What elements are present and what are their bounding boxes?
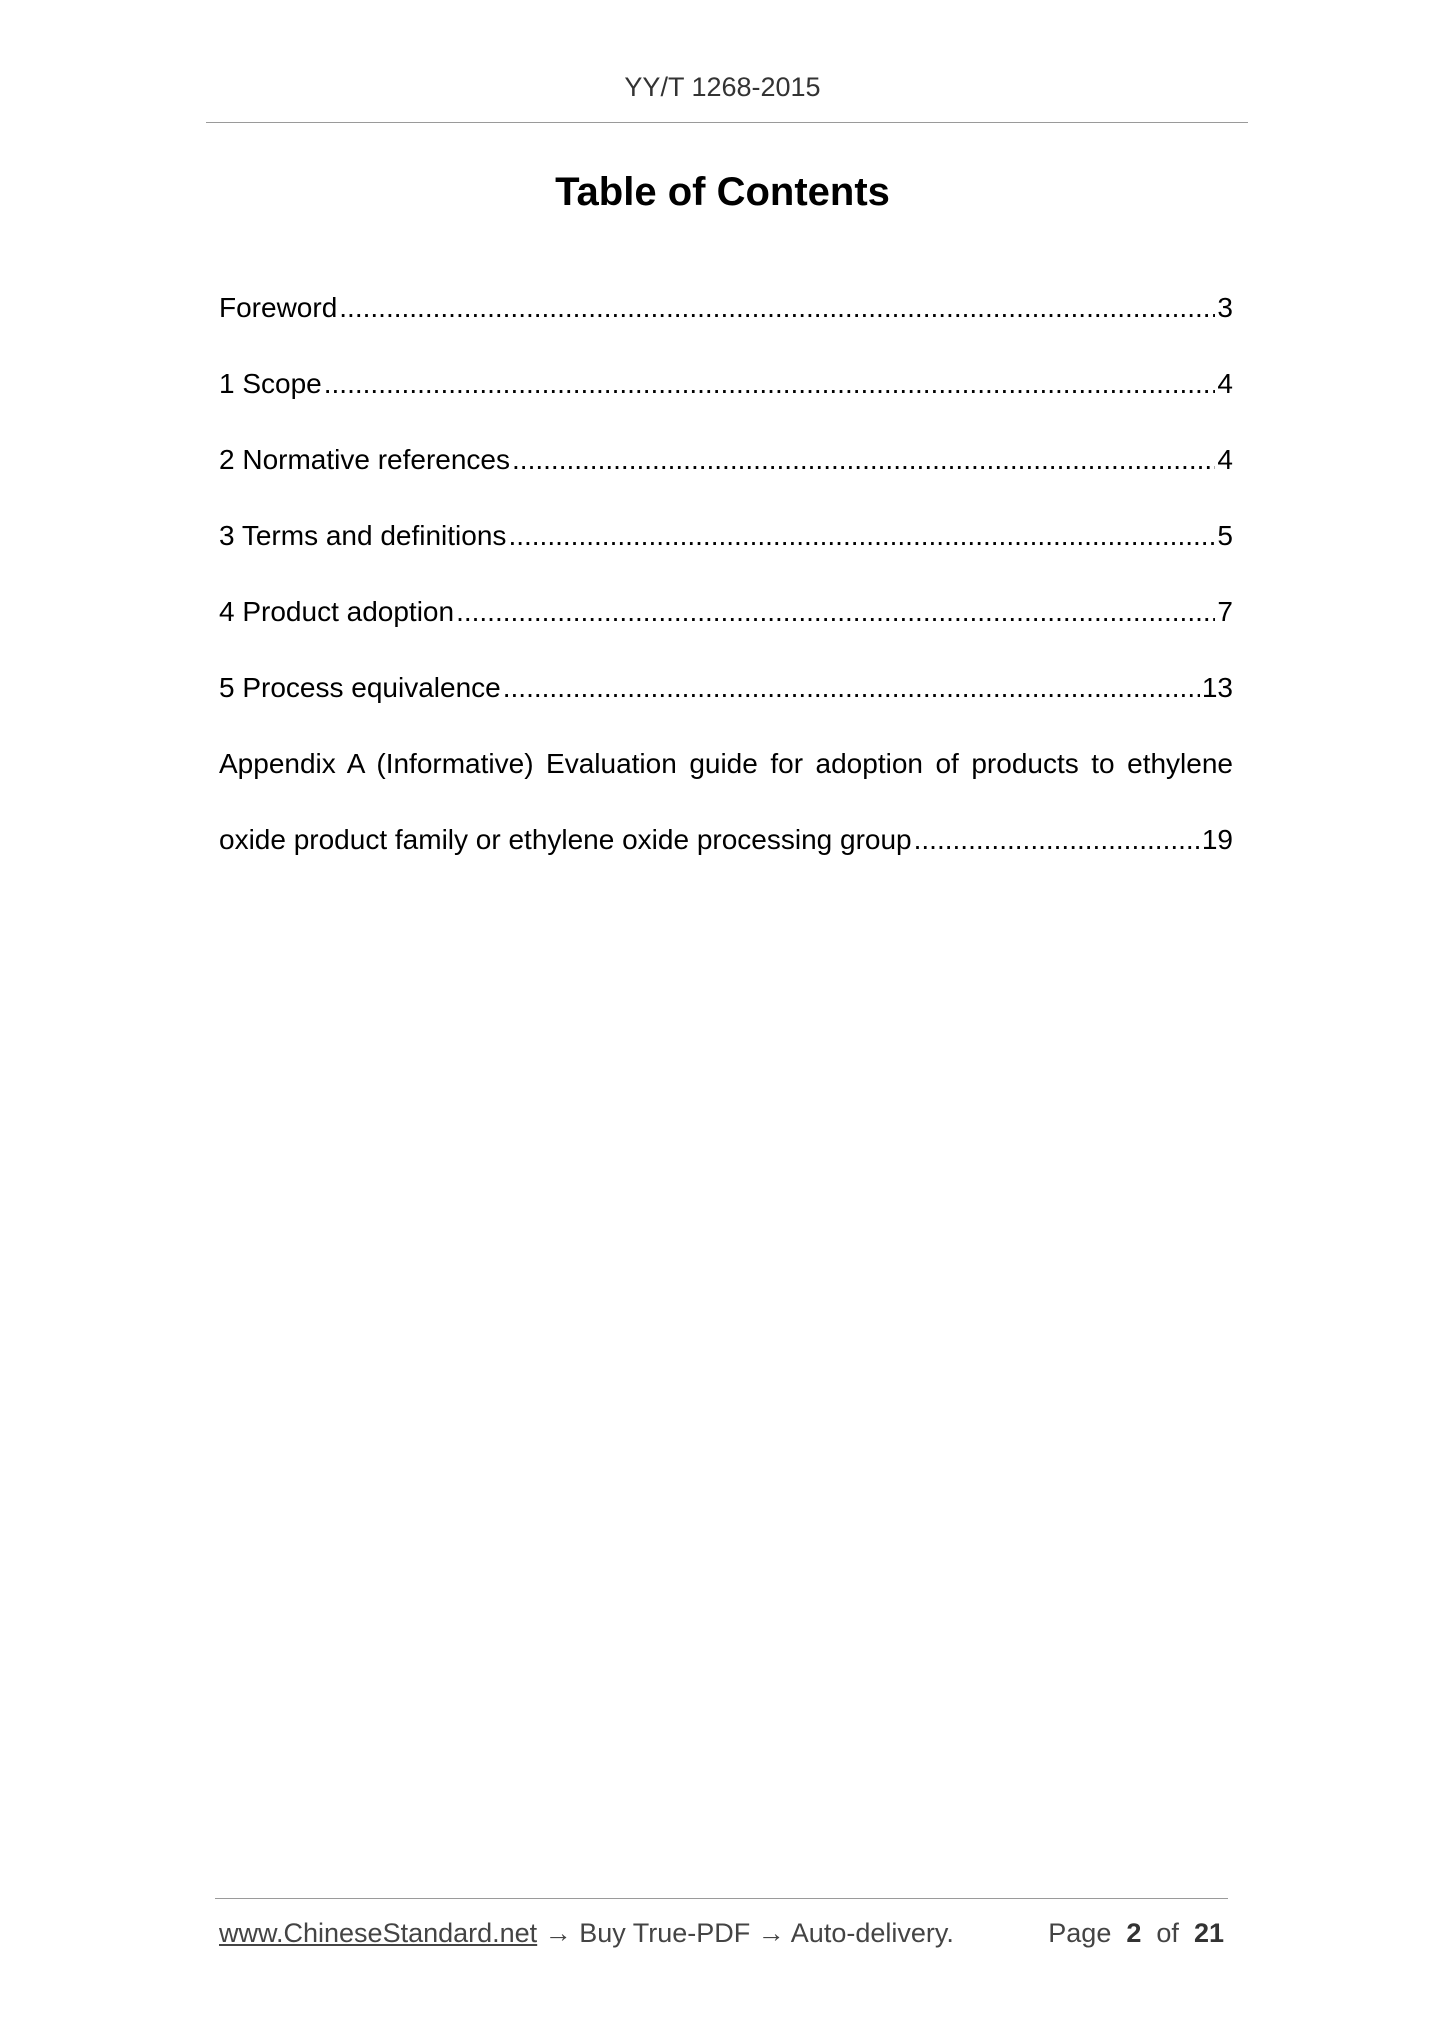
table-of-contents (219, 284, 1233, 892)
toc-entry-page: 5 (1217, 520, 1233, 551)
toc-leader-dots (339, 284, 1215, 332)
toc-entry-label: 5 Process equivalence (219, 672, 501, 703)
header-divider (206, 122, 1248, 123)
toc-entry-foreword[interactable] (219, 284, 1233, 360)
toc-entry-label: 2 Normative references (219, 444, 511, 475)
toc-leader-dots (456, 588, 1215, 636)
page-footer (219, 1918, 1224, 1958)
toc-entry-appendix-a[interactable] (219, 740, 1233, 892)
arrow-right-icon: → (757, 1918, 785, 1948)
buy-text: Buy True-PDF (579, 1918, 751, 1948)
website-link[interactable]: www.ChineseStandard.net (219, 1918, 538, 1948)
toc-leader-dots (914, 816, 1200, 864)
toc-entry-label-line2: oxide product family or ethylene oxide processing group (219, 824, 912, 855)
toc-leader-dots (508, 512, 1215, 560)
toc-entry-label: 1 Scope (219, 368, 322, 399)
toc-entry-label: Foreword (219, 292, 338, 323)
toc-entry-page: 4 (1217, 444, 1233, 475)
toc-entry-label-line1: Appendix A (Informative) Evaluation guide for adoption of products to ethylene (219, 748, 1233, 779)
toc-entry-scope[interactable] (219, 360, 1233, 436)
document-code: YY/T 1268-2015 (624, 72, 821, 102)
toc-leader-dots (503, 664, 1200, 712)
arrow-right-icon: → (544, 1918, 572, 1948)
toc-entry-product-adoption[interactable] (219, 588, 1233, 664)
toc-entry-label: 3 Terms and definitions (219, 520, 507, 551)
toc-entry-page: 19 (1201, 824, 1233, 855)
toc-entry-process-equivalence[interactable] (219, 664, 1233, 740)
toc-title: Table of Contents (555, 170, 890, 214)
toc-entry-label: 4 Product adoption (219, 596, 455, 627)
toc-leader-dots (512, 436, 1215, 484)
toc-leader-dots (324, 360, 1216, 408)
footer-divider (215, 1898, 1228, 1899)
of-word: of (1156, 1918, 1179, 1948)
page-total: 21 (1193, 1918, 1224, 1948)
toc-entry-page: 7 (1217, 596, 1233, 627)
toc-entry-page: 4 (1217, 368, 1233, 399)
delivery-text: Auto-delivery. (790, 1918, 954, 1948)
page-indicator (1048, 1918, 1224, 1949)
toc-entry-page: 13 (1201, 672, 1233, 703)
toc-entry-terms-and-definitions[interactable] (219, 512, 1233, 588)
toc-entry-normative-references[interactable] (219, 436, 1233, 512)
page-current: 2 (1126, 1918, 1142, 1948)
toc-entry-page: 3 (1217, 292, 1233, 323)
page-word: Page (1048, 1918, 1112, 1948)
